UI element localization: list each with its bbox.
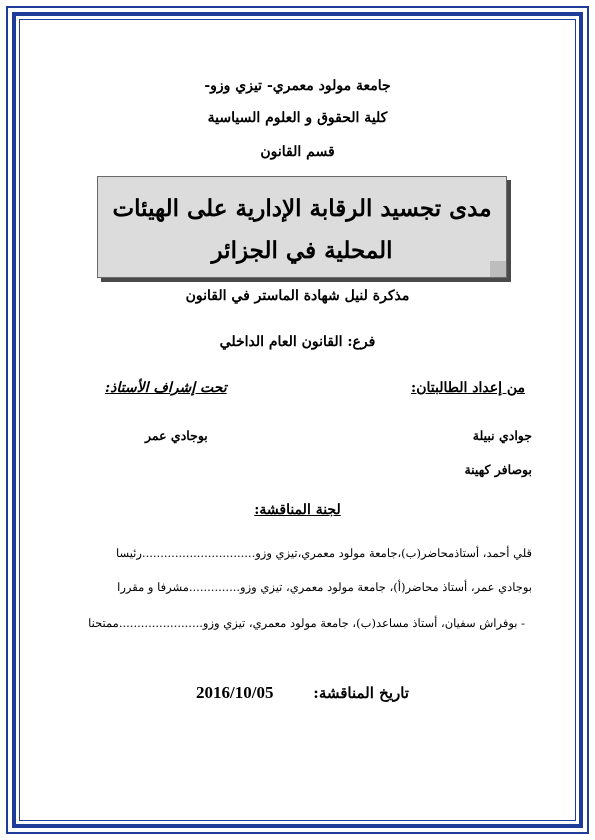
faculty-name: كلية الحقوق و العلوم السياسية <box>207 110 388 126</box>
thesis-title-line-2: المحلية في الجزائر <box>211 237 393 264</box>
page-border-inner <box>19 19 576 821</box>
university-name: جامعة مولود معمري- تيزي وزو- <box>204 78 391 94</box>
branch: فرع: القانون العام الداخلي <box>219 334 376 350</box>
student-name-1: جوادي نبيلة <box>472 428 532 443</box>
student-name-2: بوصافر كهينة <box>464 462 532 477</box>
supervisor-name: بوجادي عمر <box>145 428 208 443</box>
department-name: قسم القانون <box>260 144 335 160</box>
committee-member-1: قلي أحمد، أستاذمحاضر(ب)،جامعة مولود معمري،تيزي وزو...............................رئيسا <box>115 546 532 560</box>
defense-date-label: تاريخ المناقشة: <box>313 684 409 702</box>
committee-member-2: بوجادي عمر، أستاذ محاضر(أ)، جامعة مولود معمري، تيزي وزو..............مشرفا و مقررا <box>117 580 532 594</box>
defense-date-value: 2016/10/05 <box>196 683 274 702</box>
thesis-type: مذكرة لنيل شهادة الماستر في القانون <box>185 288 410 304</box>
committee-heading: لجنة المناقشة: <box>254 502 341 518</box>
title-box <box>97 176 507 278</box>
supervisor-heading: تحت إشراف الأستاذ: <box>105 380 227 396</box>
committee-member-3: - بوفراش سفيان، أستاذ مساعد(ب)، جامعة مولود معمري، تيزي وزو.......................ممتحنا <box>88 616 525 630</box>
students-heading: من إعداد الطالبتان: <box>411 380 525 396</box>
thesis-title-line-1: مدى تجسيد الرقابة الإدارية على الهيئات <box>112 195 492 222</box>
